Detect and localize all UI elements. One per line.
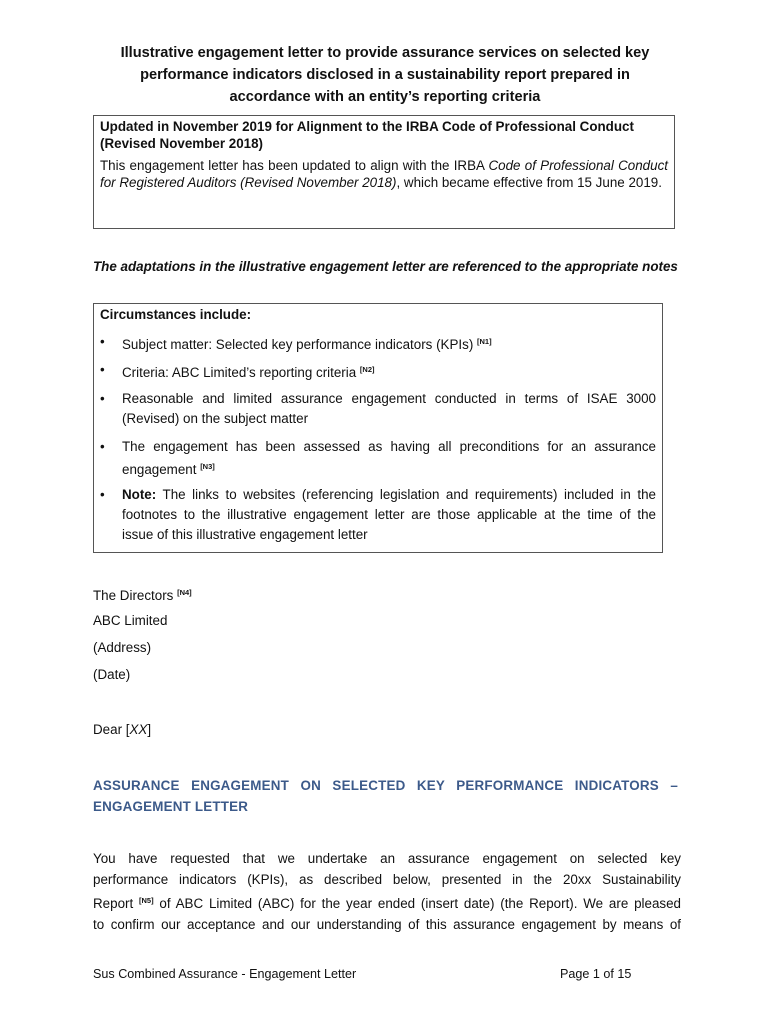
note-ref: [N5]	[139, 896, 154, 905]
item-line-2: (Revised) on the subject matter	[122, 411, 309, 426]
item-line-2: engagement	[122, 462, 201, 477]
item-line-1: Reasonable and limited assurance engagement conducted in terms of ISAE 3000	[122, 391, 656, 406]
note-ref: [N4]	[177, 588, 192, 597]
bullet-icon: •	[100, 439, 105, 454]
intro-paragraph	[93, 848, 681, 935]
addressee-address: (Address)	[93, 640, 152, 655]
title-line-2: performance indicators disclosed in a sustainability report prepared in	[140, 67, 630, 83]
circumstances-box	[93, 303, 663, 553]
item-text: Criteria: ABC Limited’s reporting criteria	[122, 365, 360, 380]
footer-document-name: Sus Combined Assurance - Engagement Letter	[93, 967, 357, 981]
salutation: Dear [XX]	[93, 722, 152, 737]
circumstances-heading: Circumstances include:	[100, 307, 252, 322]
update-body-italic: Code of Professional Conduct for Registered Auditors (Revised November 2018)	[100, 158, 668, 190]
item-line-3: issue of this illustrative engagement letter	[122, 527, 368, 542]
bullet-icon: •	[100, 362, 105, 377]
intro-line-3: Report [N5] of ABC Limited (ABC) for the year ended (insert date) (the Report). We are pleased	[93, 896, 681, 911]
note-ref: [N3]	[200, 462, 215, 471]
addressee-company: ABC Limited	[93, 613, 168, 628]
title-line-1: Illustrative engagement letter to provide assurance services on selected key	[120, 45, 650, 61]
item-line-2: footnotes to the illustrative engagement letter are those applicable at the time of the	[122, 507, 656, 522]
update-notice-heading: Updated in November 2019 for Alignment to the IRBA Code of Professional Conduct (Revised November 2018)	[100, 119, 634, 151]
section-heading-line-1: ASSURANCE ENGAGEMENT ON SELECTED KEY PERFORMANCE INDICATORS –	[93, 778, 678, 793]
item-line-1: The links to websites (referencing legislation and requirements) included in the	[156, 487, 656, 502]
bullet-icon: •	[100, 487, 105, 502]
update-notice-box	[93, 115, 675, 229]
update-body-post: , which became effective from 15 June 2019.	[396, 175, 662, 190]
intro-line-1: You have requested that we undertake an assurance engagement on selected key	[93, 851, 681, 866]
item-text: Subject matter: Selected key performance indicators (KPIs)	[122, 337, 478, 352]
section-heading	[93, 775, 678, 817]
bullet-icon: •	[100, 391, 105, 406]
document-title	[88, 42, 682, 108]
update-notice-body	[100, 157, 668, 191]
salutation-name: XX	[129, 722, 148, 737]
item-line-1: The engagement has been assessed as having all preconditions for an assurance	[122, 439, 656, 454]
bullet-icon: •	[100, 334, 105, 349]
addressee-date: (Date)	[93, 667, 131, 682]
section-heading-line-2: ENGAGEMENT LETTER	[93, 799, 249, 814]
footer-page-number: Page 1 of 15	[560, 967, 632, 981]
intro-line-4: to confirm our acceptance and our understanding of this assurance engagement by means of	[93, 917, 681, 932]
note-label: Note:	[122, 487, 157, 502]
title-line-3: accordance with an entity’s reporting criteria	[229, 89, 541, 105]
adaptations-note: The adaptations in the illustrative engagement letter are referenced to the appropriate notes	[93, 259, 678, 274]
update-body-pre: This engagement letter has been updated to align with the IRBA	[100, 158, 489, 173]
note-ref: [N1]	[477, 337, 492, 346]
note-ref: [N2]	[359, 365, 375, 374]
addressee-directors: The Directors [N4]	[93, 588, 192, 603]
intro-line-2: performance indicators (KPIs), as described below, presented in the 20xx Sustainability	[93, 872, 681, 887]
